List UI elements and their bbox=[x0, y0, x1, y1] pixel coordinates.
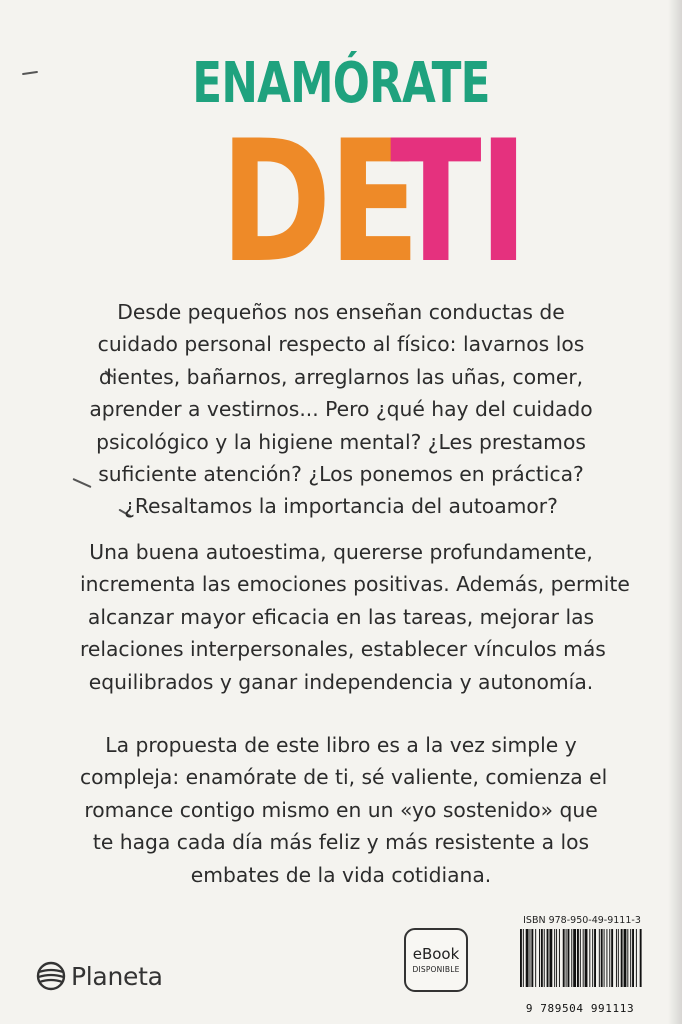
title-line-2 bbox=[0, 104, 682, 300]
title-word-de: DE bbox=[220, 104, 417, 300]
blurb-line: dientes, bañarnos, arreglarnos las uñas, comer, bbox=[98, 364, 584, 389]
blurb-line: Una buena autoestima, quererse profundamente, bbox=[89, 540, 593, 564]
barcode bbox=[520, 929, 642, 987]
blurb-line: embates de la vida cotidiana. bbox=[190, 862, 492, 887]
ebook-badge bbox=[404, 928, 468, 992]
planeta-globe-icon bbox=[36, 961, 66, 991]
blurb-line: ¿Resaltamos la importancia del autoamor? bbox=[124, 494, 558, 519]
blurb-paragraph-2 bbox=[80, 536, 630, 698]
blurb-line: suficiente atención? ¿Los ponemos en práctica? bbox=[98, 462, 584, 487]
blurb-line: incrementa las emociones positivas. Además, permite bbox=[80, 572, 630, 597]
blurb-paragraph-1 bbox=[80, 296, 602, 523]
blurb-line: relaciones interpersonales, establecer vínculos más bbox=[80, 637, 606, 662]
blurb-line: psicológico y la higiene mental? ¿Les prestamos bbox=[96, 429, 586, 454]
blurb-line: aprender a vestirnos... Pero ¿qué hay del cuidado bbox=[89, 397, 593, 422]
blurb-line: alcanzar mayor eficacia en las tareas, mejorar las bbox=[87, 604, 595, 629]
ebook-badge-label: eBook bbox=[412, 945, 460, 964]
blurb-line: La propuesta de este libro es a la vez simple y bbox=[105, 733, 577, 757]
blurb-line: Desde pequeños nos enseñan conductas de bbox=[117, 300, 565, 324]
blurb-line: compleja: enamórate de ti, sé valiente, comienza el bbox=[80, 765, 608, 790]
scan-speck bbox=[22, 71, 38, 75]
isbn-label: ISBN 978-950-49-9111-3 bbox=[523, 915, 641, 926]
blurb-paragraph-3 bbox=[80, 729, 608, 891]
publisher-name: Planeta bbox=[71, 961, 163, 991]
blurb-line: equilibrados y ganar independencia y autonomía. bbox=[88, 669, 594, 694]
blurb-line: romance contigo mismo en un «yo sostenido» que bbox=[84, 797, 598, 822]
ebook-badge-sublabel: DISPONIBLE bbox=[412, 964, 460, 974]
barcode-number: 9 789504 991113 bbox=[525, 1002, 635, 1015]
publisher-logo bbox=[36, 958, 163, 994]
blurb-line: te haga cada día más feliz y más resistente a los bbox=[92, 830, 590, 855]
title-word-ti: TI bbox=[390, 104, 526, 300]
blurb-line: cuidado personal respecto al físico: lavarnos los bbox=[97, 332, 585, 357]
title-line-1: ENAMÓRATE bbox=[192, 51, 490, 116]
